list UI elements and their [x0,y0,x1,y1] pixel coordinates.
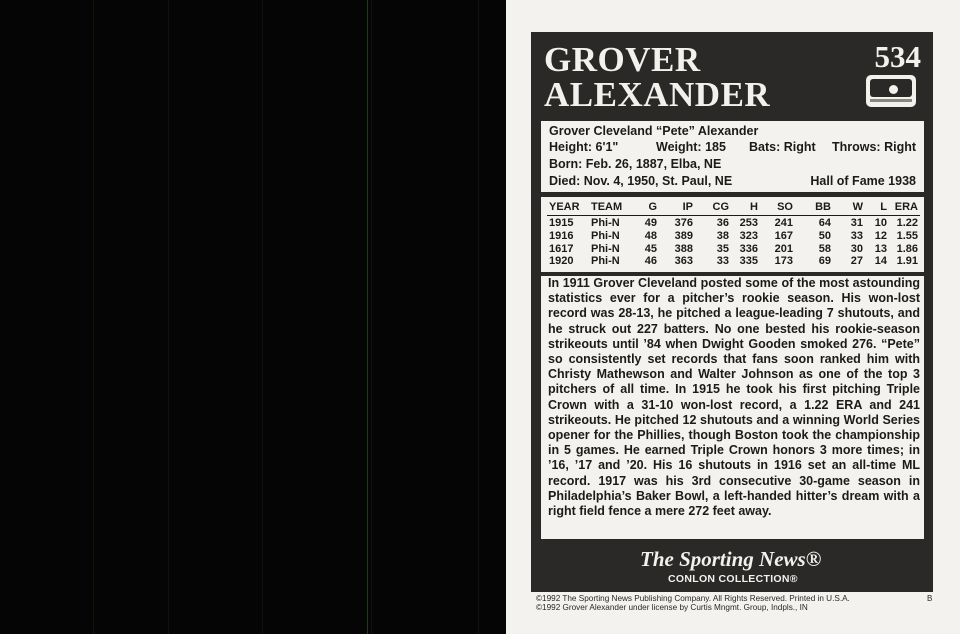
stats-cell: Phi-N [591,217,620,229]
stats-cell: 48 [644,229,657,242]
stats-cell: 201 [774,242,793,255]
stats-row [547,243,920,256]
stats-header: L [880,201,887,213]
stats-cell: Phi-N [591,255,620,268]
stats-cell: 335 [739,255,758,268]
card-code: B [927,594,933,603]
stats-header: YEAR [549,201,580,213]
bio-bats: Bats: Right [749,140,816,154]
stats-cell: 336 [739,242,758,255]
stats-cell: 13 [874,242,887,255]
bio-paragraph: In 1911 Grover Cleveland posted some of the most astounding statistics ever for a pitcher’s rookie season. His won-lost record was 28-13, he pitched a league-leading 7 shutouts, and he struck out 227 batters. No one bested his rookie-season strikeouts until ’84 when Dwight Gooden smoked 276. “Pete” so consistently set records that fans soon ranked him with Christy Mathewson and Walter Johnson as one of the top 3 pitchers of all time. In 1915 he took his first pitching Triple Crown with a 31-10 won-lost record, a 1.22 ERA and 241 strikeouts. He pitched 12 shutouts and a winning World Series opener for the Phillies, though Boston took the championship in 5 games. He earned Triple Crown honors 3 more times; in ’16, ’17 and ’20. His 16 shutouts in 1916 set an all-time ML record. 1917 was his 3rd consecutive 30-game season in Philadelphia’s Baker Bowl, a left-handed hitter’s dream with a right field fence a mere 272 feet away. [548,276,920,519]
stats-header: ERA [894,201,918,213]
stats-cell: 389 [674,229,693,242]
stats-header: BB [815,201,831,213]
bio-throws: Throws: Right [831,140,916,154]
scan-line [371,0,372,634]
stats-header: TEAM [591,201,623,213]
bio-height: Height: 6'1" [549,140,619,154]
stats-header: SO [777,201,793,213]
stats-row [547,255,920,268]
stats-cell: 1.22 [896,217,918,229]
stats-cell: 1916 [549,229,574,242]
stats-cell: 49 [644,217,657,229]
stats-cell: 1.86 [896,242,918,255]
stats-cell: 64 [818,217,831,229]
stats-cell: 363 [674,255,693,268]
stats-cell: 376 [674,217,693,229]
stats-row [547,217,920,230]
stats-header: H [750,201,758,213]
stats-cell: 12 [874,229,887,242]
stats-cell: 253 [739,217,758,229]
bio-box [541,121,924,192]
stats-cell: 38 [716,229,729,242]
stats-cell: 1617 [549,242,574,255]
sporting-news-logo: The Sporting News® [640,547,822,571]
scan-line [367,0,368,634]
stats-table [541,197,924,272]
stats-cell: 1.91 [896,255,918,268]
stats-header: W [852,201,863,213]
bio-born: Born: Feb. 26, 1887, Elba, NE [549,157,722,171]
stats-cell: 36 [716,217,729,229]
stats-cell: 10 [874,217,887,229]
scan-line [478,0,479,634]
stats-cell: 388 [674,242,693,255]
bio-hall-of-fame: Hall of Fame 1938 [810,174,916,188]
stats-header: CG [712,201,729,213]
stats-cell: 30 [850,242,863,255]
player-last-name: ALEXANDER [544,75,771,114]
stats-header: G [648,201,657,213]
stats-cell: 46 [644,255,657,268]
bio-paragraph-box [541,276,924,539]
player-first-name: GROVER [544,40,701,79]
stats-cell: 35 [716,242,729,255]
stats-cell: 14 [874,255,887,268]
stats-cell: 1920 [549,255,574,268]
stats-cell: 45 [644,242,657,255]
stats-cell: 69 [818,255,831,268]
bio-weight: Weight: 185 [656,140,726,154]
stats-cell: Phi-N [591,229,620,242]
stats-cell: 50 [818,229,831,242]
stats-header-row [547,201,920,216]
bio-died: Died: Nov. 4, 1950, St. Paul, NE [549,174,733,188]
stats-cell: 33 [850,229,863,242]
stats-header: IP [682,201,693,213]
stats-cell: 167 [774,229,793,242]
copyright-line-1: ©1992 The Sporting News Publishing Company. All Rights Reserved. Printed in U.S.A. [536,594,850,603]
stats-cell: 31 [850,217,863,229]
stats-cell: 323 [739,229,758,242]
stats-cell: 1915 [549,217,574,229]
stats-cell: 27 [850,255,863,268]
stats-cell: 33 [716,255,729,268]
stats-cell: 58 [818,242,831,255]
scan-line [262,0,263,634]
stats-cell: 1.55 [896,229,918,242]
card-number: 534 [874,39,921,74]
stats-cell: 173 [774,255,793,268]
stats-cell: 241 [774,217,793,229]
conlon-collection-label: CONLON COLLECTION® [668,573,798,585]
stats-cell: Phi-N [591,242,620,255]
scan-line [168,0,169,634]
scan-line [93,0,94,634]
bio-full-name: Grover Cleveland “Pete” Alexander [549,124,759,138]
baseball-league-logo-icon [866,75,916,107]
stats-row [547,230,920,243]
copyright-line-2: ©1992 Grover Alexander under license by Curtis Mngmt. Group, Indpls., IN [536,603,808,612]
